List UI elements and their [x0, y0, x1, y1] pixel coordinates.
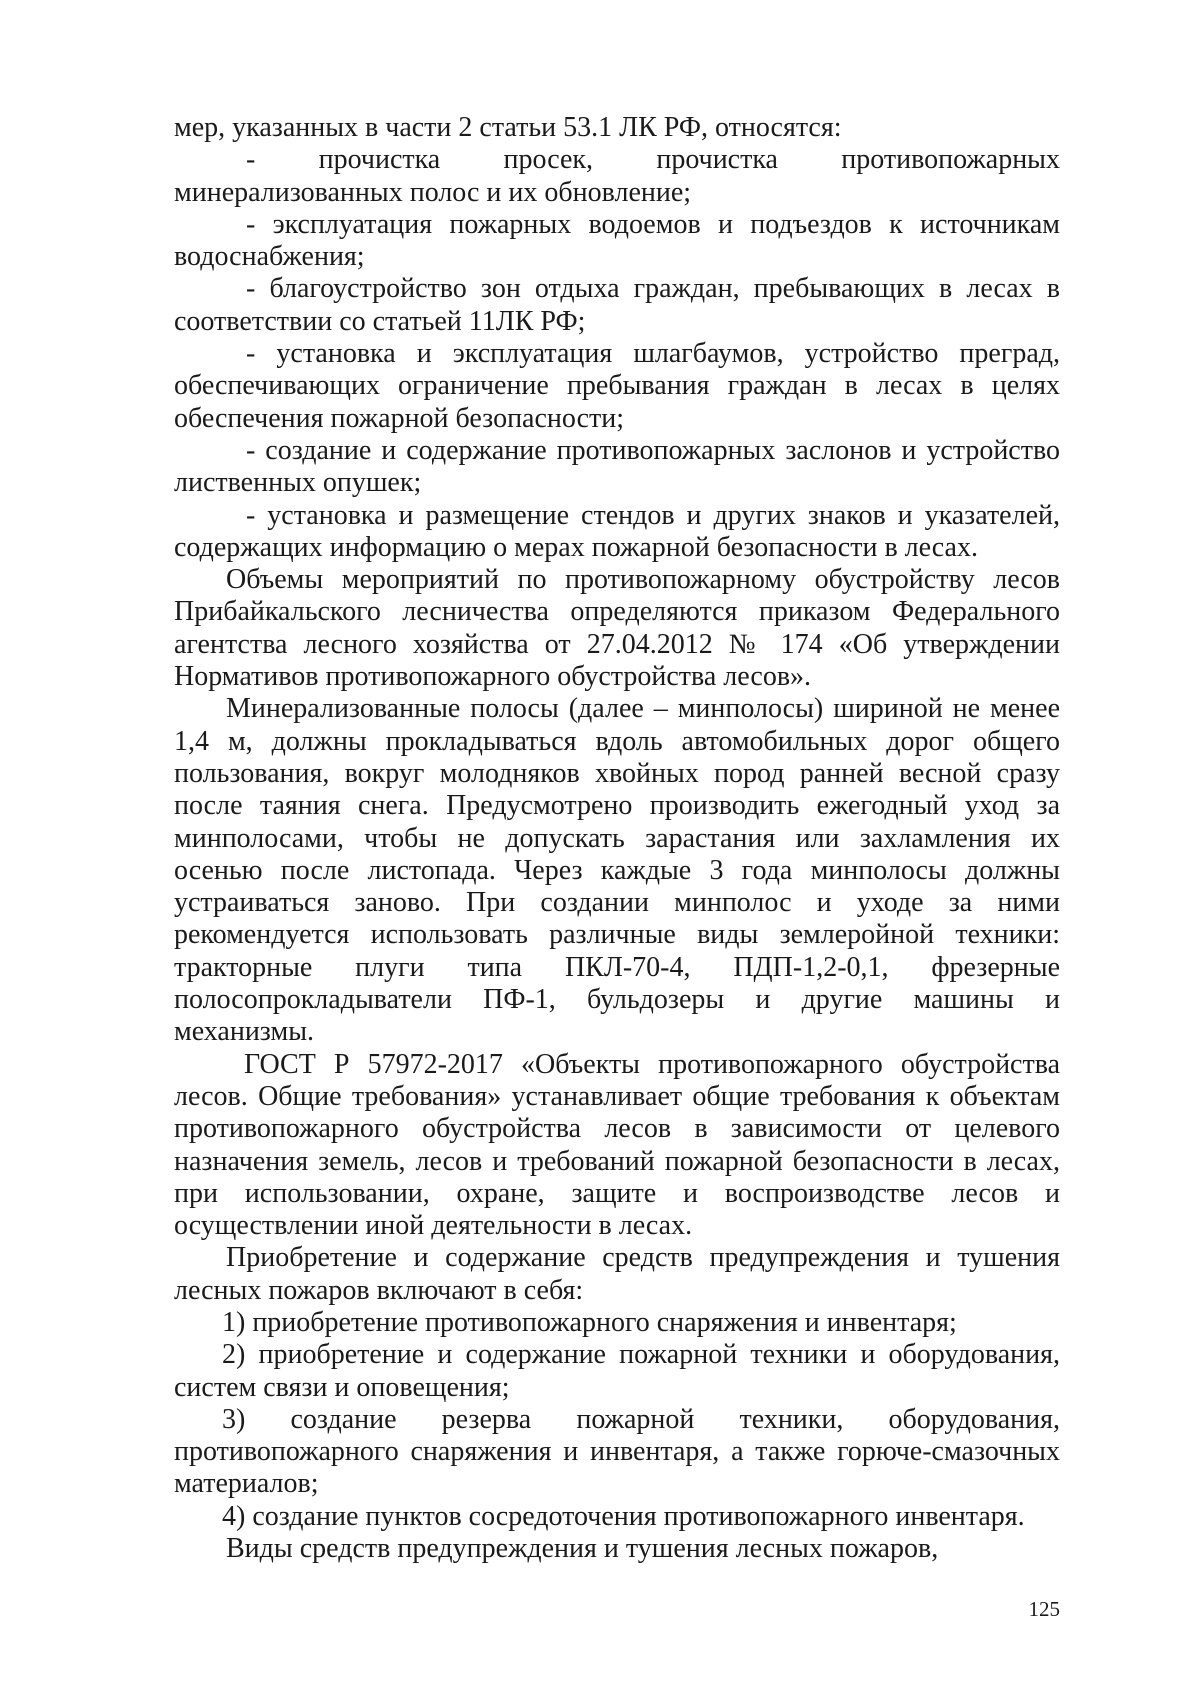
- list-item-numbered: 2) приобретение и содержание пожарной техники и оборудования, систем связи и оповещения;: [174, 1339, 1060, 1403]
- list-item-dash: - создание и содержание противопожарных заслонов и устройство лиственных опушек;: [174, 434, 1060, 499]
- page-number: 125: [1028, 1597, 1060, 1621]
- list-item-dash: - установка и эксплуатация шлагбаумов, устройство преград, обеспечивающих ограничение пребывания граждан в лесах в целях обеспечения пожарной безопасности;: [174, 338, 1060, 434]
- list-item-numbered: 4) создание пунктов сосредоточения противопожарного инвентаря.: [222, 1500, 1025, 1532]
- paragraph-partial: Виды средств предупреждения и тушения лесных пожаров,: [226, 1533, 939, 1565]
- paragraph: Приобретение и содержание средств предупреждения и тушения лесных пожаров включают в себя:: [174, 1242, 1060, 1306]
- paragraph-continuation: мер, указанных в части 2 статьи 53.1 ЛК РФ, относятся:: [174, 112, 842, 143]
- body-text: [174, 112, 1060, 1565]
- list-item-dash: - эксплуатация пожарных водоемов и подъездов к источникам водоснабжения;: [174, 208, 1060, 273]
- list-item-dash: - прочистка просек, прочистка противопожарных минерализованных полос и их обновление;: [174, 144, 1060, 208]
- list-item-dash: - благоустройство зон отдыха граждан, пребывающих в лесах в соответствии со статьей 11ЛК РФ;: [174, 273, 1060, 337]
- list-item-dash: - установка и размещение стендов и других знаков и указателей, содержащих информацию о мерах пожарной безопасности в лесах.: [174, 499, 1060, 563]
- list-item-numbered: 1) приобретение противопожарного снаряжения и инвентаря;: [222, 1306, 957, 1338]
- paragraph: Минерализованные полосы (далее – минполосы) шириной не менее 1,4 м, должны прокладываться вдоль автомобильных дорог общего пользования, вокруг молодняков хвойных пород ранней весной сразу после таяния снега. Предусмотрено производить ежегодный уход за минполосами, чтобы не допускать зарастания или захламления их осенью после листопада. Через каждые 3 года минполосы должны устраиваться заново. При создании минполос и уходе за ними рекомендуется использовать различные виды землеройной техники: тракторные плуги типа ПКЛ-70-4, ПДП-1,2-0,1, фрезерные полосопрокладыватели ПФ-1, бульдозеры и другие машины и механизмы.: [174, 693, 1060, 1048]
- list-item-numbered: 3) создание резерва пожарной техники, оборудования, противопожарного снаряжения и инвентаря, а также горюче-смазочных материалов;: [174, 1403, 1060, 1500]
- paragraph: Объемы мероприятий по противопожарному обустройству лесов Прибайкальского лесничества определяются приказом Федерального агентства лесного хозяйства от 27.04.2012 № 174 «Об утверждении Нормативов противопожарного обустройства лесов».: [174, 564, 1060, 693]
- paragraph-gost: ГОСТ Р 57972-2017 «Объекты противопожарного обустройства лесов. Общие требования» устанавливает общие требования к объектам противопожарного обустройства лесов в зависимости от целевого назначения земель, лесов и требований пожарной безопасности в лесах, при использовании, охране, защите и воспроизводстве лесов и осуществлении иной деятельности в лесах.: [174, 1048, 1060, 1242]
